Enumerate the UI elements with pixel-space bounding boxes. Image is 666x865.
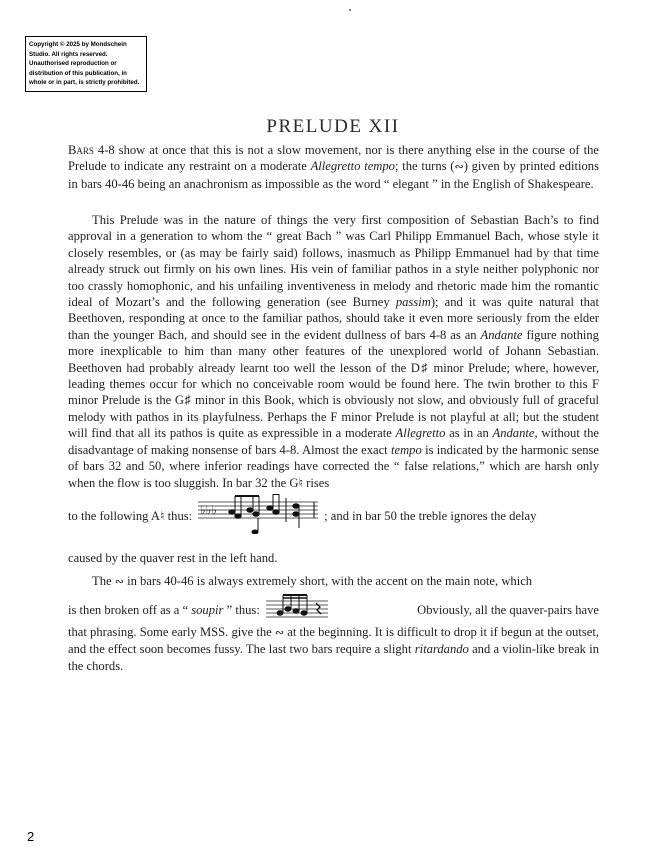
p2-em-andante: Andante: [480, 327, 523, 342]
music2-em-soupir: soupir: [191, 602, 224, 617]
music1-after: ; and in bar 50 the treble ignores the delay: [324, 508, 537, 523]
scan-dot: [349, 9, 351, 11]
p5-c: and a violin-like break in the chords.: [68, 642, 599, 673]
turn-symbol-icon: ∾: [114, 576, 124, 588]
paragraph-4: [68, 573, 599, 590]
page-number: 2: [27, 829, 35, 844]
turn-symbol-icon: ∾: [274, 627, 285, 639]
p5-em-ritardando: ritardando: [414, 642, 469, 657]
music2-before-wrap: [68, 603, 260, 618]
music1-before: to the following A♮ thus:: [68, 509, 193, 523]
p1-emphasis: Allegretto tempo: [310, 159, 395, 174]
music-example-1-icon: [198, 494, 318, 538]
p2-a: This Prelude was in the nature of things the very first composition of Sebastian Bach’s to find approval in a generation to whom the “ great Bach ” was Carl Philipp Emmanuel Bach, whose style it closely resembles, or (as may be fairly said) follows, inasmuch as Philipp Emmanuel had by that time already struck out firmly on his own lines. His vein of familiar pathos in a style neither polyphonic nor too crassly homophonic, and his unfailing inventiveness in melody and rhetoric made him the romantic ideal of Mozart’s and the following generation (see Burney: [68, 213, 599, 310]
p1-text2: ; the turns (: [394, 159, 455, 174]
lead-word: Bars: [68, 143, 94, 157]
page-title: PRELUDE XII: [266, 116, 400, 137]
music-example-2-icon: [266, 593, 328, 627]
p2-em-tempo: tempo: [391, 442, 422, 457]
p2-b: ); and it was quite natural that Beethoven, responding at once to the familiar pathos, should take it even more seriously from the elder than the younger Bach, and should see in the evident dullness of bars 4-8 as an: [68, 295, 599, 342]
p2-e: , without the disadvantage of making nonsense of bars 4-8. Almost the exact: [68, 426, 599, 457]
paragraph-1: [68, 142, 599, 192]
copyright-notice: Copyright © 2025 by Mondschein Studio. All rights reserved. Unauthorised reproduction or distribution of this publication, in whole or in part, is strictly prohibited.: [25, 36, 147, 92]
music2-mid: ” thus:: [223, 602, 260, 617]
p1-text: 4-8 show at once that this is not a slow movement, nor is there anything else in the course of the Prelude to indicate any restraint on a moderate: [68, 143, 599, 174]
music-example-row-1: [68, 496, 599, 536]
p2-c: figure nothing more inexplicable to him than many other features of the unexplored world of Johann Sebastian. Beethoven had probably already learnt too well the lesson of the D♯ minor Prelude; where, however, leading themes occur for which no conceivable room would be found here. The twin brother to this F minor Prelude is the G♯ minor in this Book, which is obviously not slow, and obviously full of graceful melody with pathos in its playfulness. Perhaps the F minor Prelude is not playful at all; but the student will find that all its pathos is quite as expressible in a moderate: [68, 327, 599, 441]
music2-after: Obviously, all the quaver-pairs have: [417, 602, 599, 617]
p4-b: in bars 40-46 is always extremely short, with the accent on the main note, which: [123, 574, 533, 588]
p2-em-allegretto: Allegretto: [395, 426, 446, 441]
paragraph-3: caused by the quaver rest in the left hand.: [68, 551, 278, 565]
svg-text:♭♭♭: ♭♭♭: [200, 503, 218, 517]
p2-d: as in an: [445, 426, 493, 441]
p5-a: that phrasing. Some early MSS. give the: [68, 625, 275, 639]
p5-b: at the beginning. It is difficult to drop it if begun at the outset, and the effect soon becomes fussy. The last two bars require a slight: [68, 625, 599, 657]
paragraph-2: [68, 212, 599, 491]
p1-text3: ) given by printed editions in bars 40-46 being an anachronism as impossible as the word “ elegant ” in the English of Shakespeare.: [68, 159, 599, 191]
p2-em-passim: passim: [395, 295, 431, 310]
p2-f: is indicated by the harmonic sense of bars 32 and 50, where inferior readings have corrected the “ false relations,” which are harsh only when the flow is too sluggish. In bar 32 the G♮ rises: [68, 442, 599, 490]
music2-before: is then broken off as a “: [68, 602, 192, 617]
p4-a: The: [92, 574, 115, 588]
turn-symbol-icon: ∾: [454, 161, 464, 174]
paragraph-5: [68, 624, 599, 674]
p2-em-andante2: Andante: [492, 426, 535, 441]
